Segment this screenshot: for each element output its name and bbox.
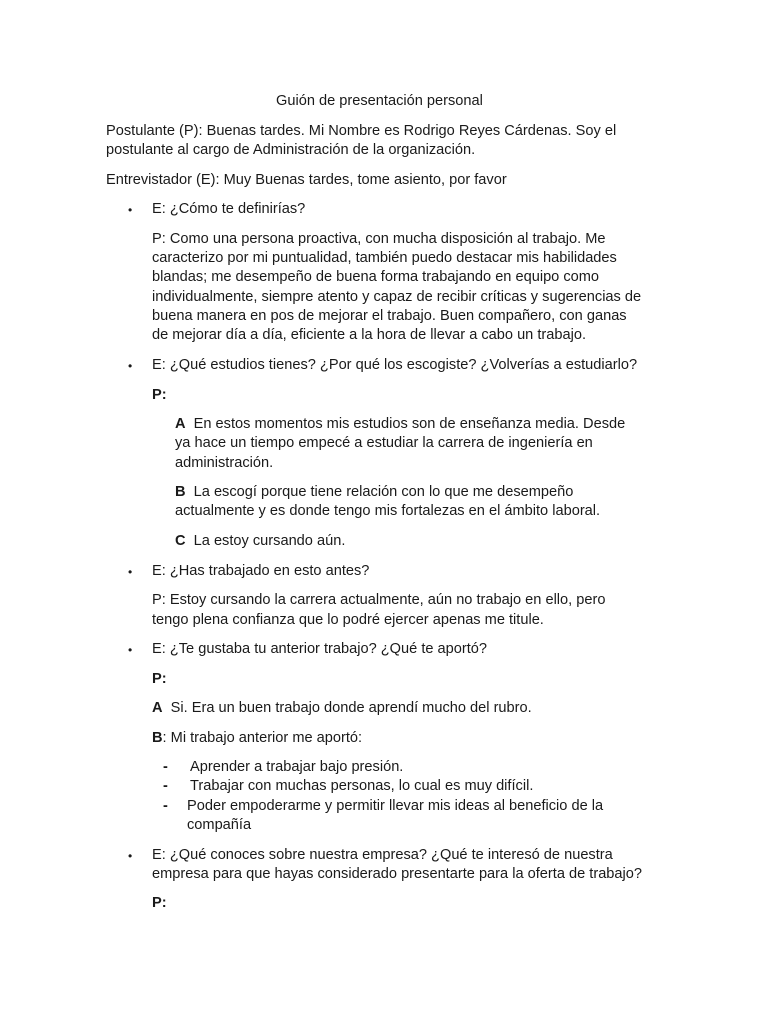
answer-1-line-5: buena manera en pos de mejorar el trabajo. Buen compañero, con ganas [152, 308, 627, 324]
list-item: Poder empoderarme y permitir llevar mis ideas al beneficio de la [187, 798, 604, 814]
option-b-label: B [152, 730, 163, 746]
answer-1-line-4: individualmente, siempre atento y capaz de recibir críticas y sugerencias de [152, 289, 642, 305]
bullet-icon: • [128, 643, 133, 657]
dash-icon: - [163, 798, 168, 814]
answer-1-line-6: de mejorar día a día, eficiente a la hora de llevar a cabo un trabajo. [152, 327, 587, 343]
answer-2-label: P: [152, 387, 167, 403]
option-a-label: A [175, 416, 186, 432]
list-item: Aprender a trabajar bajo presión. [190, 759, 404, 775]
option-b-label: B [175, 484, 186, 500]
answer-2-c: C La estoy cursando aún. [175, 533, 346, 549]
bullet-icon: • [128, 565, 133, 579]
option-a-label: A [152, 700, 163, 716]
question-3: E: ¿Has trabajado en esto antes? [152, 563, 370, 579]
answer-4-b: B: Mi trabajo anterior me aportó: [152, 730, 363, 746]
answer-4-a: A Si. Era un buen trabajo donde aprendí mucho del rubro. [152, 700, 532, 716]
answer-4-label: P: [152, 671, 167, 687]
answer-2-b-line-1: B La escogí porque tiene relación con lo que me desempeño [175, 484, 574, 500]
answer-3-line-1: P: Estoy cursando la carrera actualmente, aún no trabajo en ello, pero [152, 592, 606, 608]
bullet-icon: • [128, 203, 133, 217]
answer-3-line-2: tengo plena confianza que lo podré ejercer apenas me titule. [152, 612, 544, 628]
question-5-line-2: empresa para que hayas considerado presentarte para la oferta de trabajo? [152, 866, 643, 882]
document-title: Guión de presentación personal [276, 93, 483, 109]
intro-line-2: postulante al cargo de Administración de la organización. [106, 142, 476, 158]
intro-line-1: Postulante (P): Buenas tardes. Mi Nombre es Rodrigo Reyes Cárdenas. Soy el [106, 123, 617, 139]
question-2: E: ¿Qué estudios tienes? ¿Por qué los escogiste? ¿Volverías a estudiarlo? [152, 357, 638, 373]
answer-1-line-2: caracterizo por mi puntualidad, también puedo destacar mis habilidades [152, 250, 617, 266]
question-5-line-1: E: ¿Qué conoces sobre nuestra empresa? ¿Qué te interesó de nuestra [152, 847, 613, 863]
dash-icon: - [163, 778, 168, 794]
answer-2-a-line-3: administración. [175, 455, 274, 471]
answer-2-a-line-1: A En estos momentos mis estudios son de enseñanza media. Desde [175, 416, 626, 432]
question-4: E: ¿Te gustaba tu anterior trabajo? ¿Qué te aportó? [152, 641, 488, 657]
answer-1-line-1: P: Como una persona proactiva, con mucha disposición al trabajo. Me [152, 231, 606, 247]
list-item: Trabajar con muchas personas, lo cual es muy difícil. [190, 778, 534, 794]
bullet-icon: • [128, 359, 133, 373]
interviewer-greeting: Entrevistador (E): Muy Buenas tardes, tome asiento, por favor [106, 172, 507, 188]
answer-5-label: P: [152, 895, 167, 911]
option-c-label: C [175, 533, 186, 549]
bullet-icon: • [128, 849, 133, 863]
answer-2-b-line-2: actualmente y es donde tengo mis fortalezas en el ámbito laboral. [175, 503, 601, 519]
answer-1-line-3: blandas; me desempeño de buena forma trabajando en equipo como [152, 269, 600, 285]
list-item-continuation: compañía [187, 817, 252, 833]
answer-2-a-line-2: ya hace un tiempo empecé a estudiar la carrera de ingeniería en [175, 435, 593, 451]
question-1: E: ¿Cómo te definirías? [152, 201, 306, 217]
dash-icon: - [163, 759, 168, 775]
